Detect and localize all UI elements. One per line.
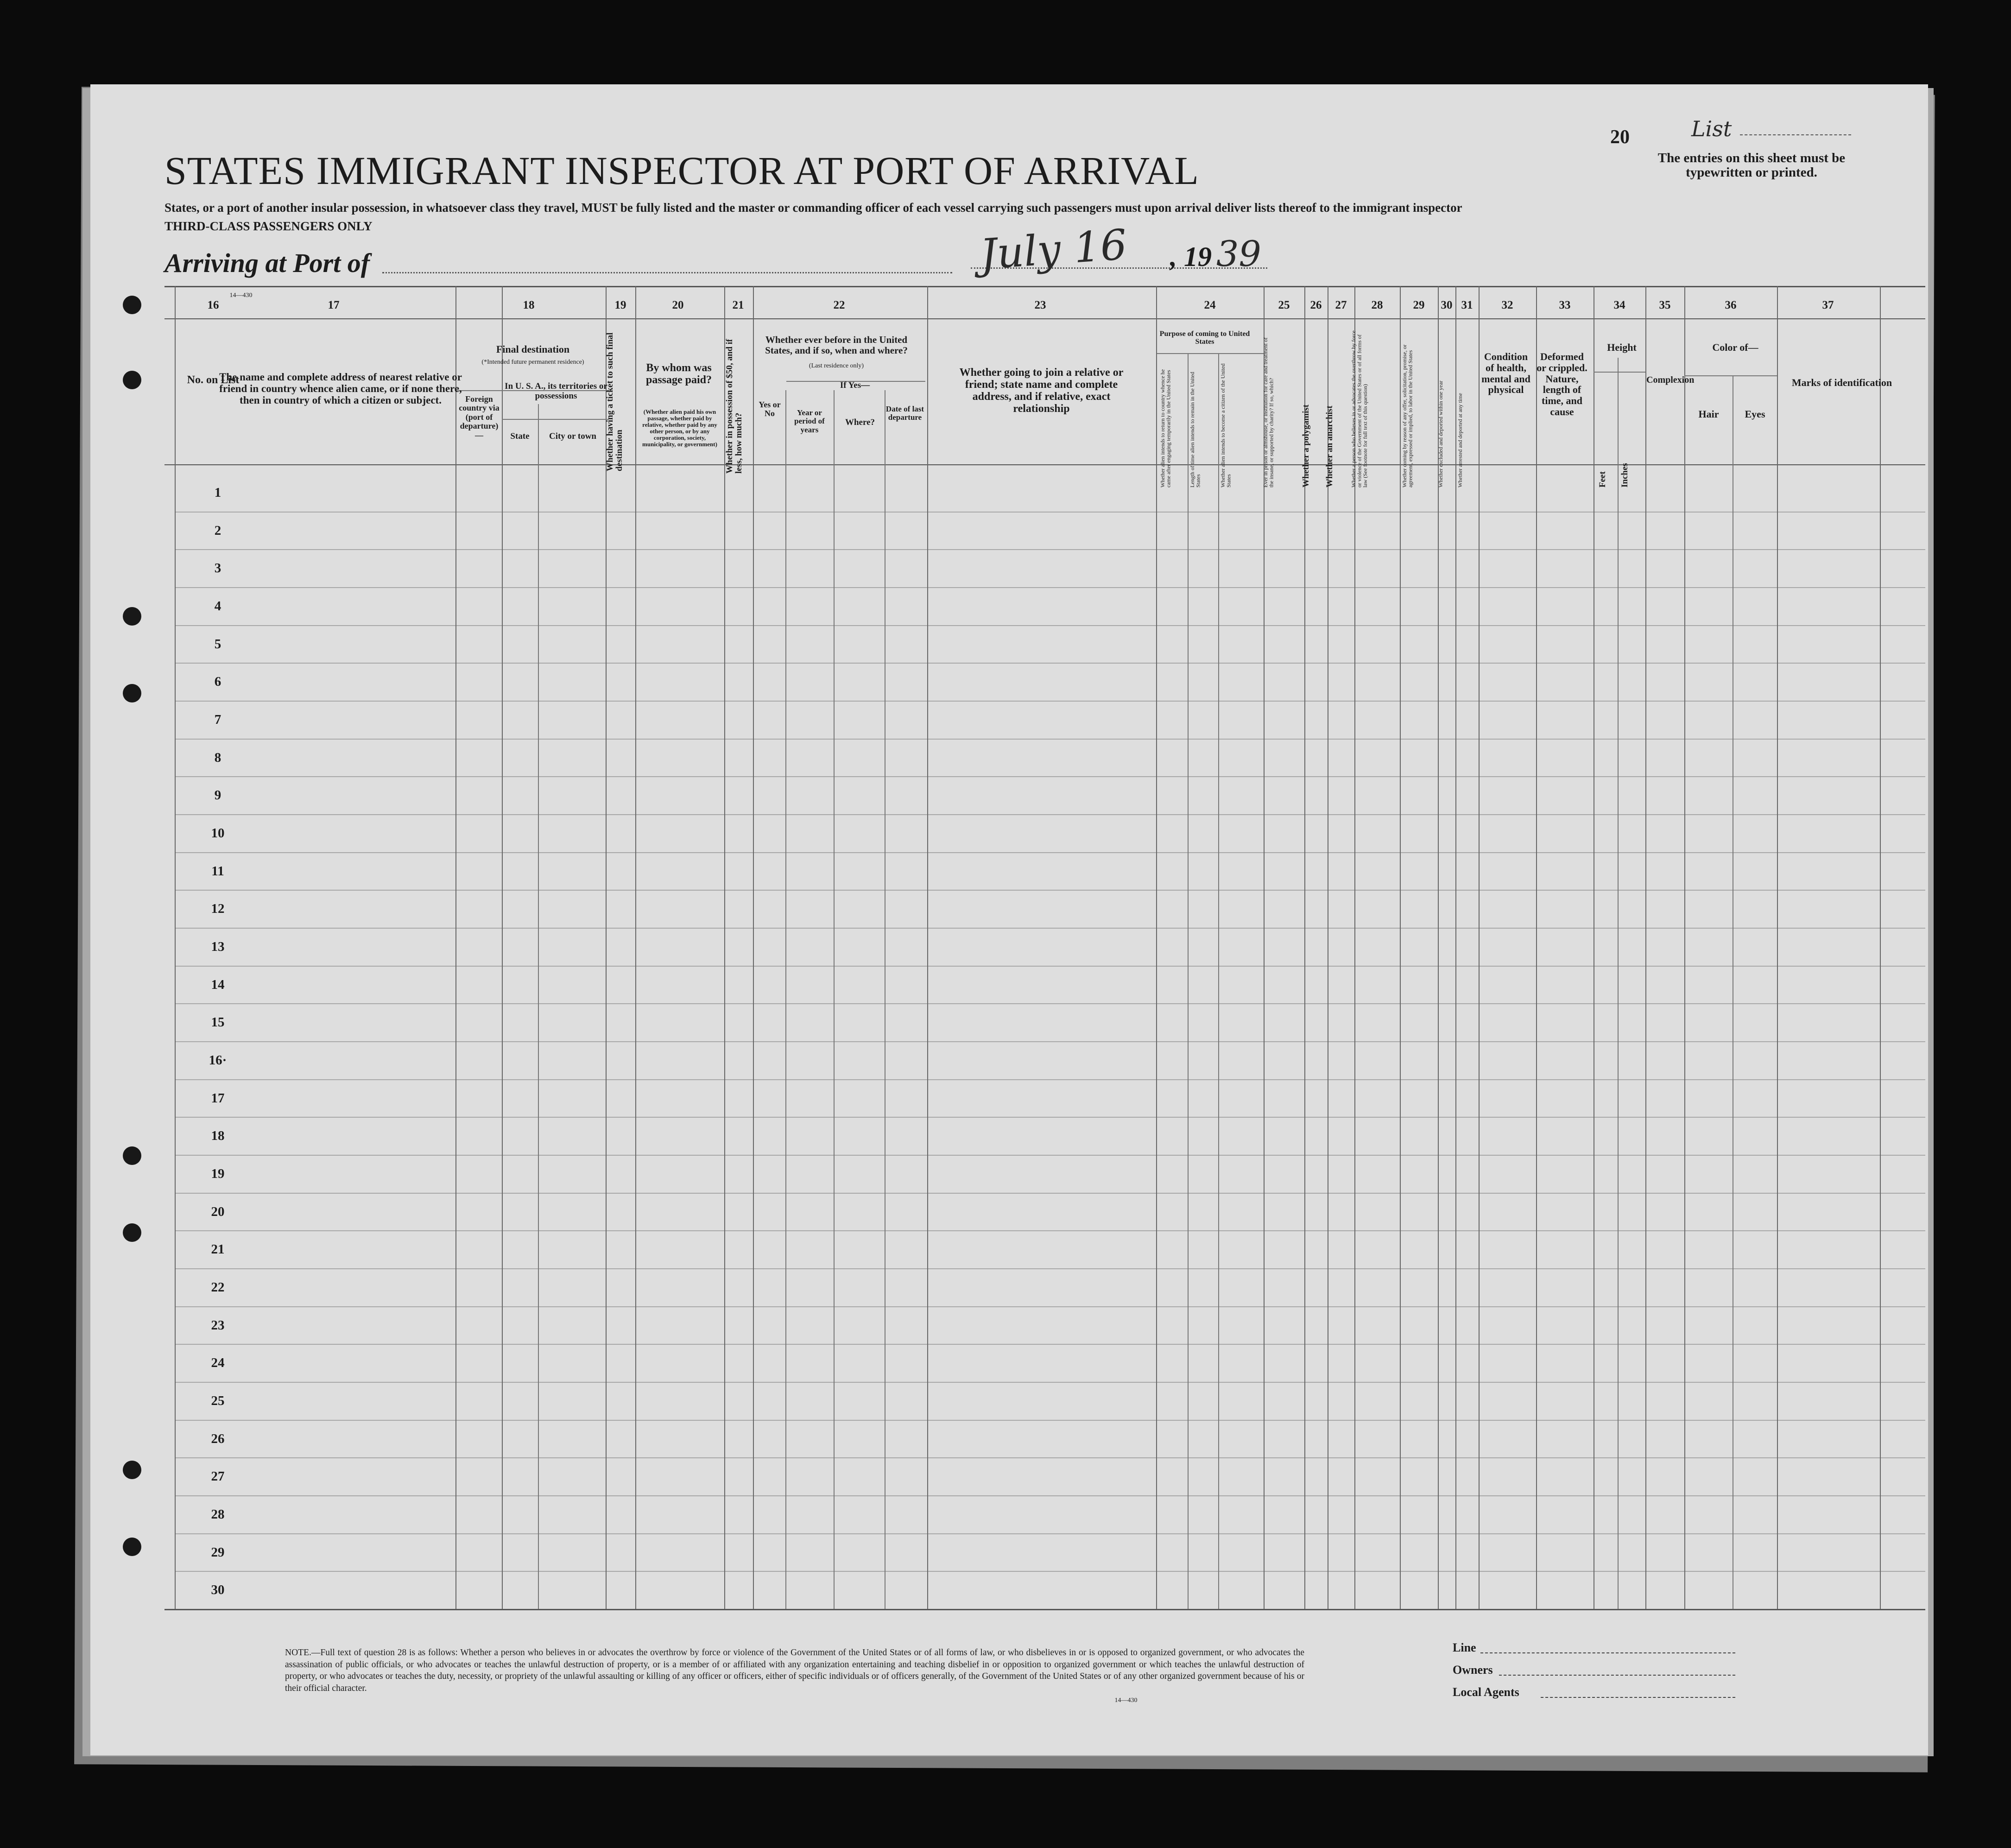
header-col30: Whether excluded and deported within one year xyxy=(1437,380,1444,487)
row-rule xyxy=(175,928,1925,929)
date-handwritten: July 16 xyxy=(979,220,1129,279)
row-rule xyxy=(175,1155,1925,1156)
table-rule xyxy=(164,1609,1925,1610)
list-line xyxy=(1740,134,1851,135)
column-rule xyxy=(1455,286,1456,1609)
row-rule xyxy=(175,663,1925,664)
column-rule xyxy=(1684,286,1685,1609)
header-inches: Inches xyxy=(1620,463,1630,487)
row-number: 5 xyxy=(214,636,221,652)
binder-hole xyxy=(123,684,141,702)
column-rule xyxy=(1479,286,1480,1609)
row-number: 10 xyxy=(211,825,225,841)
header-if-yes: If Yes— xyxy=(840,380,870,390)
footer-line-label: Line xyxy=(1453,1641,1476,1654)
page-title: STATES IMMIGRANT INSPECTOR AT PORT OF ARRIVAL xyxy=(164,148,1199,193)
header-deformed: Deformed or crippled. Nature, length of time, and cause xyxy=(1537,351,1587,418)
subcolumn-rule xyxy=(785,390,786,1609)
row-rule xyxy=(175,587,1925,588)
header-col31: Whether arrested and deported at any time xyxy=(1457,393,1463,487)
row-number: 8 xyxy=(214,750,221,765)
subcolumn-rule xyxy=(1218,353,1219,1609)
row-number: 23 xyxy=(211,1317,225,1333)
column-rule xyxy=(1645,286,1646,1609)
binder-hole xyxy=(123,607,141,626)
row-rule xyxy=(175,512,1925,513)
row-number: 15 xyxy=(211,1015,225,1030)
row-rule xyxy=(175,1420,1925,1421)
column-number: 35 xyxy=(1659,299,1671,311)
row-rule xyxy=(175,776,1925,777)
column-number: 27 xyxy=(1335,299,1347,311)
header-city-or-town: City or town xyxy=(549,431,597,441)
row-number: 9 xyxy=(214,788,221,803)
header-foreign-country: Foreign country via (port of departure)— xyxy=(459,394,500,440)
row-number: 7 xyxy=(214,712,221,727)
row-rule xyxy=(175,1230,1925,1231)
column-rule xyxy=(635,286,636,1609)
binder-hole xyxy=(123,1538,141,1556)
header-purpose: Purpose of coming to United States xyxy=(1159,330,1250,346)
column-number: 29 xyxy=(1413,299,1425,311)
column-rule xyxy=(1400,286,1401,1609)
header-in-usa: In U. S. A., its territories or possessions xyxy=(505,381,607,401)
column-number: 25 xyxy=(1278,299,1290,311)
column-number: 37 xyxy=(1822,299,1834,311)
row-rule xyxy=(175,1571,1925,1572)
row-rule xyxy=(175,1306,1925,1307)
subtitle: States, or a port of another insular possession, in whatsoever class they travel, MUST be fully listed and the master or commanding officer of each vessel carrying such passengers must upon arrival deliver lists thereof to the immigrant inspector xyxy=(164,201,1462,215)
header-ticket: Whether having a ticket to such final destination xyxy=(605,332,624,471)
row-number: 13 xyxy=(211,939,225,954)
arriving-label: Arriving at Port of xyxy=(164,248,370,278)
subcolumn-rule xyxy=(1188,353,1189,1609)
row-rule xyxy=(175,1382,1925,1383)
header-col27: Whether an anarchist xyxy=(1325,405,1334,487)
header-passage-paid: By whom was passage paid? xyxy=(645,362,712,386)
row-number: 6 xyxy=(214,674,221,690)
footer-local-agents-label: Local Agents xyxy=(1453,1685,1519,1699)
column-number: 19 xyxy=(614,299,626,311)
column-rule xyxy=(502,286,503,1609)
row-rule xyxy=(175,739,1925,740)
class-line: THIRD-CLASS PASSENGERS ONLY xyxy=(164,219,373,233)
footer-owners-label: Owners xyxy=(1453,1663,1493,1677)
header-final-destination: Final destination xyxy=(496,343,570,355)
row-rule xyxy=(175,852,1925,853)
row-number: 12 xyxy=(211,901,225,917)
column-number: 31 xyxy=(1461,299,1473,311)
header-year-period: Year or period of years xyxy=(794,408,825,434)
row-number: 4 xyxy=(214,598,221,614)
row-number: 2 xyxy=(214,523,221,538)
header-complexion: Complexion xyxy=(1646,375,1695,385)
footnote: NOTE.—Full text of question 28 is as follows: Whether a person who believes in or advocates the overthrow by force or violence of the Government of the United States or of all forms of law, or who disbelieves in or is opposed to organized government, or who advocates the assassination of public officials, or who advocates or teaches the unlawful destruction of property, or is a member of or affiliated with any organization entertaining and teaching disbelief in or opposition to organized government or which teaches the unlawful destruction of property, or who advocates or teaches the duty, necessity, or propriety of the unlawful assaulting or killing of any officer or officers, either of specific individuals or of officers generally, of the Government of the United States or of any other organized government because of his or their official character. xyxy=(285,1648,1304,1694)
row-number: 3 xyxy=(214,561,221,576)
column-number: 16 xyxy=(207,299,219,311)
header-state: State xyxy=(510,431,530,441)
header-subrule xyxy=(1684,375,1777,376)
row-rule xyxy=(175,1041,1925,1042)
sheet-number: 20 xyxy=(1610,127,1630,148)
header-nearest-relative: The name and complete address of nearest relative or friend in country whence alien came, or if none there, then in country of which a citizen or subject. xyxy=(219,371,462,406)
column-rule xyxy=(1156,286,1157,1609)
row-rule xyxy=(175,1117,1925,1118)
header-final-destination-note: (*Intended future permanent residence) xyxy=(481,359,584,366)
row-rule xyxy=(175,814,1925,815)
column-number: 30 xyxy=(1441,299,1453,311)
row-number: 14 xyxy=(211,977,225,992)
row-number: 1 xyxy=(214,485,221,500)
column-rule xyxy=(1777,286,1778,1609)
row-number: 19 xyxy=(211,1166,225,1181)
header-col29: Whether coming by reason of any offer, solicitation, promise, or agreement, expressed or implied, to labor in the United States xyxy=(1401,344,1414,487)
subcolumn-rule xyxy=(834,390,835,1609)
row-number: 27 xyxy=(211,1469,225,1484)
column-number: 28 xyxy=(1371,299,1383,311)
port-line xyxy=(382,272,952,273)
row-rule xyxy=(175,1457,1925,1458)
row-rule xyxy=(175,1344,1925,1345)
header-col25: Ever in prison or almshouse, or institution for care and treatment of the insane, or supported by charity? If so, which? xyxy=(1262,337,1275,487)
table-rule xyxy=(164,318,1925,319)
row-number: 28 xyxy=(211,1506,225,1522)
header-condition: Condition of health, mental and physical xyxy=(1481,351,1530,396)
subcolumn-rule xyxy=(1618,358,1619,1609)
header-marks: Marks of identification xyxy=(1791,377,1892,388)
column-rule xyxy=(1880,286,1881,1609)
footer-owners-line xyxy=(1499,1675,1735,1676)
header-where: Where? xyxy=(845,418,875,427)
instructions: The entries on this sheet must be typewritten or printed. xyxy=(1657,151,1846,180)
row-rule xyxy=(175,1268,1925,1269)
row-number: 18 xyxy=(211,1128,225,1144)
table-rule xyxy=(164,464,1925,465)
column-number: 34 xyxy=(1613,299,1625,311)
header-color-of: Color of— xyxy=(1712,342,1758,353)
row-rule xyxy=(175,1003,1925,1004)
list-label: List xyxy=(1691,116,1732,141)
header-ever-before: Whether ever before in the United States, and if so, when and where? xyxy=(765,334,908,356)
header-subrule xyxy=(502,419,608,420)
row-number: 17 xyxy=(211,1090,225,1106)
header-purpose-c: Whether alien intends to become a citizen of the United States xyxy=(1220,363,1232,487)
header-purpose-b: Length of time alien intends to remain in the United States xyxy=(1189,372,1202,487)
column-rule xyxy=(455,286,456,1609)
column-number: 17 xyxy=(328,299,340,311)
header-going-to-join: Whether going to join a relative or friend; state name and complete address, and if relative, exact relationship xyxy=(959,367,1124,415)
footer-local-agents-line xyxy=(1541,1697,1735,1698)
row-rule xyxy=(175,890,1925,891)
row-rule xyxy=(175,1495,1925,1496)
column-number: 20 xyxy=(672,299,684,311)
form-code-top: 14—430 xyxy=(229,292,253,299)
header-date-last-departure: Date of last departure xyxy=(885,405,924,422)
column-rule xyxy=(1536,286,1537,1609)
row-rule xyxy=(175,1533,1925,1534)
row-rule xyxy=(175,1079,1925,1080)
row-number: 16· xyxy=(209,1052,227,1068)
header-last-residence: (Last residence only) xyxy=(809,362,864,369)
header-subrule xyxy=(1594,372,1645,373)
row-number: 11 xyxy=(211,863,224,879)
header-purpose-a: Whether alien intends to return to country whence he came after engaging temporarily in the United States xyxy=(1159,369,1172,487)
row-number: 26 xyxy=(211,1431,225,1446)
row-rule xyxy=(175,625,1925,626)
row-rule xyxy=(175,549,1925,550)
column-number: 18 xyxy=(523,299,535,311)
binder-hole xyxy=(123,1461,141,1479)
column-number: 21 xyxy=(732,299,744,311)
row-number: 30 xyxy=(211,1582,225,1598)
header-height: Height xyxy=(1607,342,1637,353)
header-feet: Feet xyxy=(1598,471,1607,487)
column-number: 33 xyxy=(1559,299,1571,311)
row-rule xyxy=(175,966,1925,967)
row-number: 22 xyxy=(211,1279,225,1295)
header-subrule xyxy=(1157,353,1264,354)
row-number: 20 xyxy=(211,1204,225,1219)
header-col26: Whether a polygamist xyxy=(1301,404,1311,487)
binder-hole xyxy=(123,371,141,389)
footer-line-line xyxy=(1480,1652,1735,1653)
binder-hole xyxy=(123,296,141,314)
column-rule xyxy=(606,286,607,1609)
row-number: 21 xyxy=(211,1242,225,1257)
column-number: 32 xyxy=(1501,299,1513,311)
header-col28: Whether a person who believes in or advocates the overthrow by force or violence of the Government of the United States or of all forms of law (See footnote for full text of this question) xyxy=(1350,330,1369,487)
header-no-on-list: No. on List xyxy=(187,374,240,386)
row-rule xyxy=(175,1193,1925,1194)
row-rule xyxy=(175,701,1925,702)
column-rule xyxy=(927,286,928,1609)
column-rule xyxy=(753,286,754,1609)
year-prefix: , 19 xyxy=(1170,241,1212,272)
manifest-sheet xyxy=(90,84,1928,1755)
form-code-bottom: 14—430 xyxy=(1114,1697,1138,1704)
column-number: 24 xyxy=(1204,299,1216,311)
row-number: 24 xyxy=(211,1355,225,1371)
column-rule xyxy=(724,286,725,1609)
header-yes-or-no: Yes or No xyxy=(759,400,781,418)
column-number: 23 xyxy=(1034,299,1046,311)
header-passage-paid-note: (Whether alien paid his own passage, whether paid by relative, whether paid by any other person, or by any corporation, society, municipality, or government) xyxy=(642,408,717,448)
year-handwritten: 39 xyxy=(1216,233,1261,274)
binder-hole xyxy=(123,1223,141,1242)
table-rule xyxy=(164,286,1925,287)
row-number: 29 xyxy=(211,1544,225,1560)
column-number: 22 xyxy=(833,299,845,311)
header-possession-50: Whether in possession of $50, and if less, how much? xyxy=(725,339,744,474)
binder-hole xyxy=(123,1146,141,1165)
header-eyes: Eyes xyxy=(1745,408,1765,420)
header-hair: Hair xyxy=(1698,408,1719,420)
subcolumn-rule xyxy=(538,404,539,1609)
row-number: 25 xyxy=(211,1393,225,1408)
column-number: 26 xyxy=(1310,299,1322,311)
column-number: 36 xyxy=(1725,299,1737,311)
